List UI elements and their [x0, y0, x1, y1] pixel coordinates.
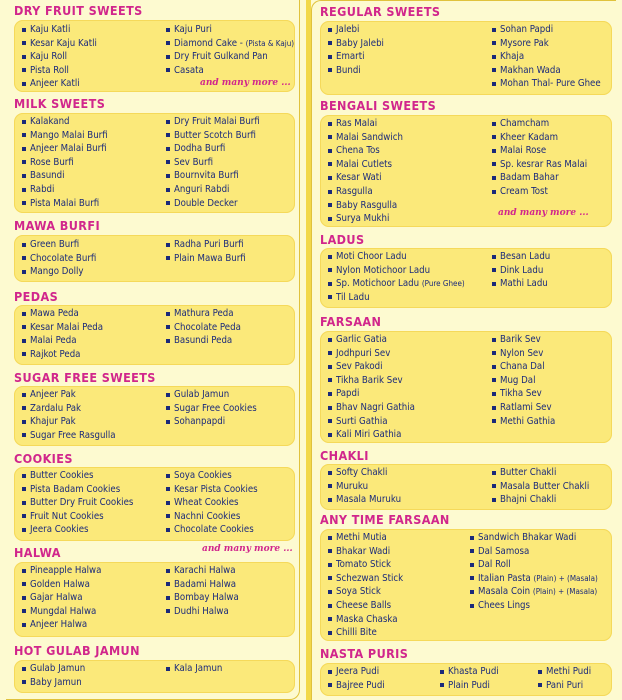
section-chakli — [312, 448, 616, 510]
list-item: Pineapple Halwa — [20, 564, 101, 578]
list-item: Anjeer Malai Burfi — [20, 142, 107, 156]
list-item: Anjeer Pak — [20, 388, 76, 402]
list-item: Mathi Ladu — [490, 277, 548, 291]
list-item: Mohan Thal- Pure Ghee — [490, 77, 601, 91]
list-item: Malai Sandwich — [326, 131, 403, 145]
list-item: Karachi Halwa — [164, 564, 236, 578]
list-item: Moti Choor Ladu — [326, 250, 407, 264]
list-item: Jeera Pudi — [326, 665, 379, 679]
list-item: Rasgulla — [326, 185, 373, 199]
list-item: Jalebi — [326, 23, 359, 37]
list-item: Pista Badam Cookies — [20, 483, 120, 497]
list-item: Baby Rasgulla — [326, 199, 397, 213]
list-item: Ratlami Sev — [490, 401, 552, 415]
list-item: Mawa Peda — [20, 307, 79, 321]
list-item: Sev Burfi — [164, 156, 213, 170]
list-item: Dudhi Halwa — [164, 605, 229, 619]
list-item: Kheer Kadam — [490, 131, 558, 145]
list-item: Pista Malai Burfi — [20, 197, 99, 211]
section-farsaan — [312, 314, 616, 444]
section-title: LADUS — [320, 232, 365, 247]
item-box — [14, 386, 295, 446]
list-item: Anjeer Halwa — [20, 618, 87, 632]
list-item: Diamond Cake - (Pista & Kaju) — [164, 37, 294, 51]
section-title: NASTA PURIS — [320, 646, 409, 661]
list-item: Kaju Puri — [164, 23, 212, 37]
list-item: Soya Stick — [326, 585, 381, 599]
list-item: Maska Chaska — [326, 613, 398, 627]
list-item: Nachni Cookies — [164, 510, 240, 524]
list-item: Kesar Kaju Katli — [20, 37, 97, 51]
item-box — [320, 529, 612, 641]
list-item: Dal Samosa — [468, 545, 529, 559]
item-box — [14, 235, 295, 282]
item-box — [14, 305, 295, 365]
item-box — [320, 663, 612, 696]
and-many-more: and many more ... — [498, 208, 589, 218]
section-hot-gulab-jamun — [6, 643, 299, 695]
list-item: Kalakand — [20, 115, 70, 129]
list-item: Papdi — [326, 387, 359, 401]
list-item: Muruku — [326, 480, 368, 494]
list-item: Pista Roll — [20, 64, 69, 78]
list-item: Golden Halwa — [20, 578, 90, 592]
list-item: Surya Mukhi — [326, 212, 389, 226]
list-item: Chana Dal — [490, 360, 545, 374]
item-box — [14, 562, 295, 637]
section-title: COOKIES — [14, 451, 73, 466]
list-item: Emarti — [326, 50, 364, 64]
list-item: Chamcham — [490, 117, 549, 131]
section-title: MILK SWEETS — [14, 96, 106, 111]
list-item: Mathura Peda — [164, 307, 234, 321]
list-item: Fruit Nut Cookies — [20, 510, 104, 524]
list-item: Plain Mawa Burfi — [164, 252, 246, 266]
section-pedas — [6, 289, 299, 365]
list-item: Chocolate Burfi — [20, 252, 96, 266]
list-item: Butter Scotch Burfi — [164, 129, 256, 143]
list-item: Chena Tos — [326, 144, 380, 158]
list-item: Cream Tost — [490, 185, 548, 199]
list-item: Kesar Malai Peda — [20, 321, 103, 335]
section-title: FARSAAN — [320, 314, 382, 329]
list-item: Radha Puri Burfi — [164, 238, 244, 252]
section-regular-sweets — [312, 4, 616, 94]
list-item: Sohan Papdi — [490, 23, 553, 37]
list-item: Chilli Bite — [326, 626, 377, 640]
list-item: Mango Malai Burfi — [20, 129, 108, 143]
list-item: Rabdi — [20, 183, 54, 197]
list-item: Pani Puri — [536, 679, 583, 693]
item-box — [14, 660, 295, 693]
list-item: Anguri Rabdi — [164, 183, 229, 197]
section-any-time-farsaan — [312, 512, 616, 642]
list-item: Gulab Jamun — [20, 662, 85, 676]
item-box — [320, 331, 612, 443]
list-item: Butter Chakli — [490, 466, 556, 480]
list-item: Sev Pakodi — [326, 360, 383, 374]
list-item: Dry Fruit Gulkand Pan — [164, 50, 268, 64]
list-item: Tikha Barik Sev — [326, 374, 403, 388]
list-item: Besan Ladu — [490, 250, 550, 264]
list-item: Bundi — [326, 64, 361, 78]
list-item: Chees Lings — [468, 599, 530, 613]
section-cookies — [6, 451, 299, 543]
list-item: Malai Rose — [490, 144, 546, 158]
list-item: Badam Bahar — [490, 171, 559, 185]
item-box — [320, 248, 612, 308]
list-item: Tikha Sev — [490, 387, 542, 401]
list-item: Zardalu Pak — [20, 402, 81, 416]
list-item: Methi Mutia — [326, 531, 387, 545]
item-box — [320, 464, 612, 510]
list-item: Dal Roll — [468, 558, 511, 572]
list-item: Kaju Roll — [20, 50, 67, 64]
and-many-more: and many more ... — [202, 544, 293, 554]
section-bengali-sweets — [312, 98, 616, 228]
list-item: Dink Ladu — [490, 264, 543, 278]
right-column — [306, 0, 622, 700]
section-halwa — [6, 545, 299, 639]
list-item: Kesar Pista Cookies — [164, 483, 258, 497]
list-item: Kaju Katli — [20, 23, 70, 37]
section-title: CHAKLI — [320, 448, 369, 463]
section-title: HALWA — [14, 545, 61, 560]
list-item: Bombay Halwa — [164, 591, 239, 605]
section-title: SUGAR FREE SWEETS — [14, 370, 156, 385]
section-nasta-puris — [312, 646, 616, 698]
list-item: Til Ladu — [326, 291, 370, 305]
list-item: Jeera Cookies — [20, 523, 89, 537]
list-item: Bournvita Burfi — [164, 169, 239, 183]
list-item: Methi Pudi — [536, 665, 591, 679]
list-item: Sugar Free Cookies — [164, 402, 257, 416]
list-item: Sp. Motichoor Ladu (Pure Ghee) — [326, 277, 465, 291]
section-title: HOT GULAB JAMUN — [14, 643, 140, 658]
list-item: Plain Pudi — [438, 679, 490, 693]
list-item: Kesar Wati — [326, 171, 382, 185]
list-item: Dry Fruit Malai Burfi — [164, 115, 260, 129]
list-item: Baby Jamun — [20, 676, 82, 690]
list-item: Sandwich Bhakar Wadi — [468, 531, 576, 545]
list-item: Badami Halwa — [164, 578, 236, 592]
section-dry-fruit-sweets — [6, 3, 299, 93]
list-item: Makhan Wada — [490, 64, 561, 78]
list-item: Butter Dry Fruit Cookies — [20, 496, 133, 510]
list-item: Khaja — [490, 50, 524, 64]
list-item: Soya Cookies — [164, 469, 232, 483]
list-item: Bajree Pudi — [326, 679, 385, 693]
list-item: Mug Dal — [490, 374, 535, 388]
list-item: Baby Jalebi — [326, 37, 384, 51]
item-box — [320, 21, 612, 95]
list-item: Khasta Pudi — [438, 665, 499, 679]
list-item: Malai Peda — [20, 334, 77, 348]
left-column — [0, 0, 306, 700]
item-box — [14, 467, 295, 541]
list-item: Kali Miri Gathia — [326, 428, 401, 442]
list-item: Basundi — [20, 169, 65, 183]
list-item: Nylon Motichoor Ladu — [326, 264, 430, 278]
section-title: MAWA BURFI — [14, 218, 101, 233]
list-item: Softy Chakli — [326, 466, 387, 480]
section-title: ANY TIME FARSAAN — [320, 512, 450, 527]
list-item: Jodhpuri Sev — [326, 347, 390, 361]
list-item: Tomato Stick — [326, 558, 391, 572]
section-title: DRY FRUIT SWEETS — [14, 3, 143, 18]
list-item: Barik Sev — [490, 333, 541, 347]
list-item: Italian Pasta (Plain) + (Masala) — [468, 572, 598, 586]
list-item: Bhav Nagri Gathia — [326, 401, 415, 415]
item-box — [14, 20, 295, 92]
list-item: Bhakar Wadi — [326, 545, 390, 559]
section-title: BENGALI SWEETS — [320, 98, 437, 113]
list-item: Nylon Sev — [490, 347, 543, 361]
list-item: Surti Gathia — [326, 415, 388, 429]
list-item: Gulab Jamun — [164, 388, 229, 402]
item-box — [14, 113, 295, 213]
list-item: Casata — [164, 64, 204, 78]
list-item: Masala Coin (Plain) + (Masala) — [468, 585, 597, 599]
section-mawa-burfi — [6, 218, 299, 284]
list-item: Rose Burfi — [20, 156, 74, 170]
list-item: Kala Jamun — [164, 662, 222, 676]
list-item: Bhajni Chakli — [490, 493, 556, 507]
list-item: Mungdal Halwa — [20, 605, 96, 619]
list-item: Sp. kesrar Ras Malai — [490, 158, 587, 172]
list-item: Garlic Gatia — [326, 333, 387, 347]
list-item: Chocolate Cookies — [164, 523, 254, 537]
list-item: Mysore Pak — [490, 37, 549, 51]
list-item: Khajur Pak — [20, 415, 76, 429]
list-item: Anjeer Katli — [20, 77, 80, 91]
section-ladus — [312, 232, 616, 310]
list-item: Malai Cutlets — [326, 158, 392, 172]
list-item: Methi Gathia — [490, 415, 555, 429]
list-item: Double Decker — [164, 197, 238, 211]
list-item: Mango Dolly — [20, 265, 84, 279]
list-item: Schezwan Stick — [326, 572, 403, 586]
list-item: Cheese Balls — [326, 599, 391, 613]
section-milk-sweets — [6, 96, 299, 214]
list-item: Sohanpapdi — [164, 415, 225, 429]
list-item: Chocolate Peda — [164, 321, 241, 335]
section-title: REGULAR SWEETS — [320, 4, 441, 19]
list-item: Masala Butter Chakli — [490, 480, 589, 494]
section-sugar-free-sweets — [6, 370, 299, 446]
section-title: PEDAS — [14, 289, 59, 304]
and-many-more: and many more ... — [200, 78, 291, 88]
list-item: Rajkot Peda — [20, 348, 80, 362]
list-item: Ras Malai — [326, 117, 377, 131]
list-item: Dodha Burfi — [164, 142, 225, 156]
list-item: Masala Muruku — [326, 493, 401, 507]
item-box — [320, 115, 612, 227]
list-item: Butter Cookies — [20, 469, 94, 483]
list-item: Gajar Halwa — [20, 591, 82, 605]
list-item: Sugar Free Rasgulla — [20, 429, 116, 443]
list-item: Green Burfi — [20, 238, 79, 252]
list-item: Wheat Cookies — [164, 496, 239, 510]
list-item: Basundi Peda — [164, 334, 232, 348]
